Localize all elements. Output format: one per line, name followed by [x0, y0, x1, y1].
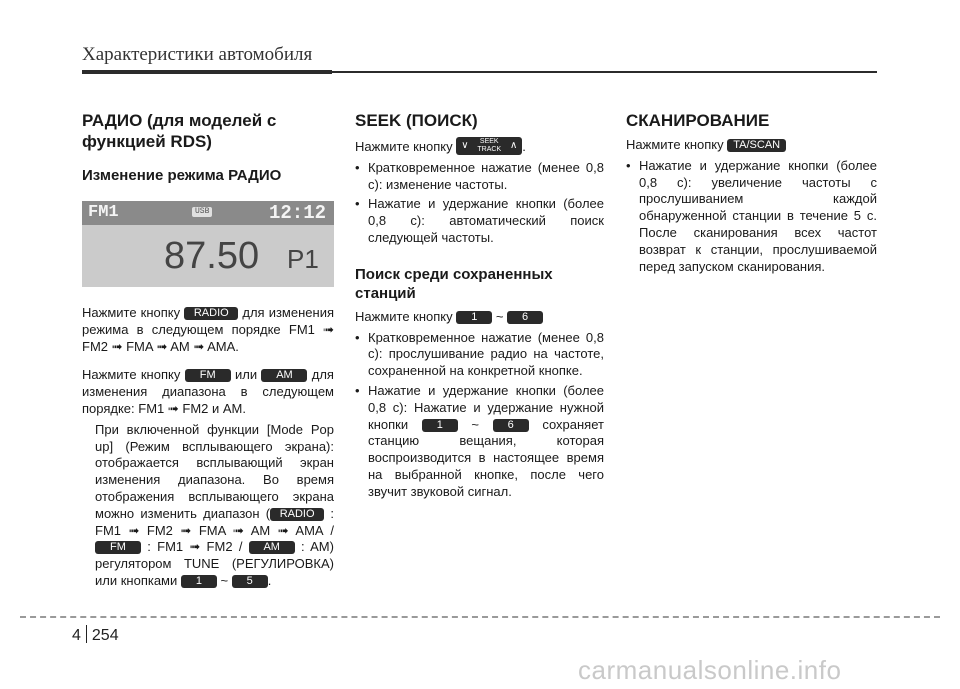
p2-text-mid: или — [235, 367, 258, 383]
display-frequency: 87.50 — [164, 235, 260, 277]
fm-button-key: FM — [185, 369, 231, 382]
seek-intro — [355, 137, 604, 156]
column-radio — [82, 110, 334, 590]
band-paragraph — [82, 367, 334, 417]
header-rule-thin — [332, 71, 877, 73]
p1-text-pre: Нажмите кнопку — [82, 305, 181, 320]
column-seek — [355, 110, 604, 504]
scan-intro-pre: Нажмите кнопку — [626, 137, 724, 152]
tascan-button-key: TA/SCAN — [727, 139, 786, 152]
fm-button-key-2: FM — [95, 541, 141, 554]
am-button-key-2: AM — [249, 541, 295, 554]
seek-intro-post: . — [522, 139, 526, 154]
chapter-number: 4 — [72, 627, 81, 644]
list-item: • Нажатие и удержание кнопки (более 0,8 с): автоматический поиск следующей частоты. — [355, 196, 604, 246]
p1-text-post: для изменения режима в следующем порядке FM1 ➟ FM2 ➟ FMA ➟ AM ➟ AMA. — [82, 305, 334, 354]
presets-intro — [355, 309, 604, 326]
seek-track-button-key — [456, 137, 522, 155]
p3-text-a: При включенной функции [Mode Pop up] (Режим всплывающего экрана): отображается всплывающий экран изменения диапазона. Во время отображения всплывающего экрана можно изменить диапазон ( — [95, 421, 334, 521]
bullet4-tilde: ~ — [471, 416, 479, 432]
preset-1-key-3: 1 — [422, 419, 458, 432]
header-rule-thick — [82, 70, 332, 74]
radio-display-image — [82, 201, 334, 287]
mode-popup-paragraph — [82, 422, 334, 590]
seek-intro-pre: Нажмите кнопку — [355, 139, 453, 154]
presets-intro-tilde: ~ — [495, 308, 504, 324]
p3-tilde: ~ — [220, 572, 229, 588]
list-item: • Кратковременное нажатие (менее 0,8 с): прослушивание радио на частоте, сохраненной на конкретной кнопке. — [355, 330, 604, 380]
seek-bullets — [355, 160, 604, 247]
page-number — [72, 625, 119, 645]
list-item: • Кратковременное нажатие (менее 0,8 с): изменение частоты. — [355, 160, 604, 194]
display-band-label: FM1 — [88, 203, 119, 222]
radio-mode-subtitle: Изменение режима РАДИО — [82, 167, 282, 184]
p3-text-c: : FM1 ➟ FM2 / — [147, 539, 243, 555]
preset-5-key: 5 — [232, 575, 268, 588]
radio-button-key: RADIO — [184, 307, 238, 320]
chevron-down-icon: ∨ — [461, 140, 469, 151]
seek-section-title: SEEK (ПОИСК) — [355, 111, 478, 130]
display-usb-badge: USB — [192, 207, 212, 217]
list-item: • Нажатие и удержание кнопки (более 0,8 с): увеличение частоты с прослушиванием каждой обнаруженной станции в течение 5 с. После сканирования всех частот возврат к станции, прослушиваемой перед запуском сканирования. — [626, 158, 877, 276]
presets-intro-pre: Нажмите кнопку — [355, 308, 453, 324]
radio-mode-paragraph — [82, 305, 334, 355]
p2-text-pre: Нажмите кнопку — [82, 367, 181, 383]
page-number-separator — [86, 625, 87, 643]
footer-rule — [20, 616, 940, 618]
header-title: Характеристики автомобиля — [82, 44, 313, 65]
list-item — [355, 383, 604, 501]
page-number-value: 254 — [91, 627, 119, 644]
column-scan — [626, 110, 877, 278]
p3-text-b: : FM1 ➟ FM2 ➟ FMA ➟ AM ➟ AMA / — [95, 505, 334, 538]
chevron-up-icon: ∧ — [509, 140, 518, 151]
presets-bullets — [355, 330, 604, 501]
p3-end: . — [267, 572, 272, 588]
p3-text-d: : AM) регулятором TUNE (РЕГУЛИРОВКА) или кнопками — [95, 539, 334, 588]
preset-6-key-2: 6 — [493, 419, 529, 432]
bullet4-text-b: сохраняет станцию вещания, которая воспроизводится в настоящее время на выбранной кнопке, после чего звучит звуковой сигнал. — [368, 416, 604, 499]
watermark: carmanualsonline.info — [578, 655, 842, 685]
scan-section-title: СКАНИРОВАНИЕ — [626, 111, 770, 130]
bullet4-text-a: Нажатие и удержание кнопки (более 0,8 с): Нажатие и удержание нужной кнопки — [368, 382, 604, 432]
scan-intro — [626, 137, 877, 154]
p2-text-post: для изменения диапазона в следующем порядке: FM1 ➟ FM2 и AM. — [82, 367, 334, 416]
radio-section-title: РАДИО (для моделей с функцией RDS) — [82, 111, 277, 151]
preset-1-key: 1 — [181, 575, 217, 588]
am-button-key: AM — [261, 369, 307, 382]
preset-1-key-2: 1 — [456, 311, 492, 324]
seek-track-label: SEEK TRACK — [477, 138, 502, 153]
scan-bullets — [626, 158, 877, 276]
radio-button-key-2: RADIO — [270, 508, 324, 521]
preset-6-key: 6 — [507, 311, 543, 324]
display-clock: 12:12 — [268, 202, 326, 224]
display-preset: P1 — [287, 244, 319, 274]
presets-section-title: Поиск среди сохраненных станций — [355, 265, 553, 302]
